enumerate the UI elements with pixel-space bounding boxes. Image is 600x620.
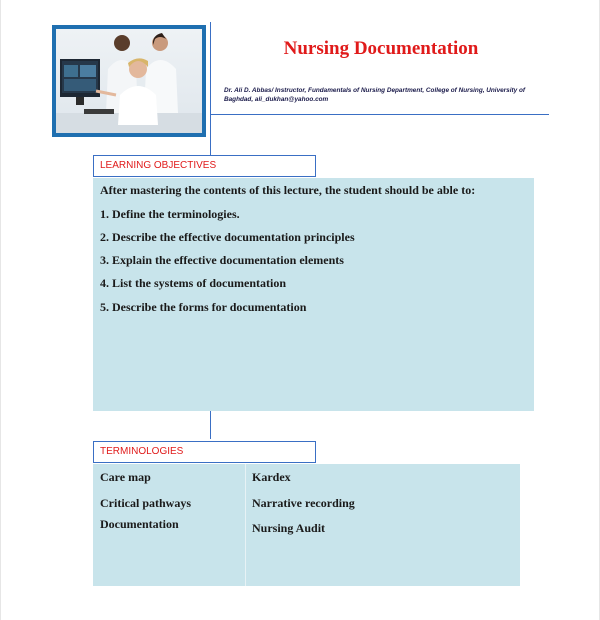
objective-item: 3. Explain the effective documentation elements [100,253,344,267]
objectives-intro: After mastering the contents of this lecture, the student should be able to: [100,183,476,197]
author-line: Dr. Ali D. Abbas/ Instructor, Fundamentals of Nursing Department, College of Nursing, University of [224,87,525,94]
author-line: Baghdad, ali_dukhan@yahoo.com [224,96,329,103]
learning-objectives-label: LEARNING OBJECTIVES [93,155,316,177]
term-item: Kardex [252,470,291,484]
header-horizontal-rule [211,114,549,115]
header-vertical-rule [210,22,211,144]
header-photo [52,25,206,137]
terminologies-column-divider [245,464,246,586]
objective-item: 5. Describe the forms for documentation [100,300,307,314]
term-item: Care map [100,470,151,484]
term-item: Critical pathways [100,496,191,510]
author-info [224,86,534,104]
section-connector [210,411,211,439]
terminologies-label: TERMINOLOGIES [93,441,316,463]
medical-team-illustration [56,29,202,133]
document-title: Nursing Documentation [283,38,479,59]
objective-item: 2. Describe the effective documentation principles [100,230,355,244]
term-item: Narrative recording [252,496,355,510]
section-connector [210,143,211,155]
term-item: Nursing Audit [252,521,326,535]
term-item: Documentation [100,517,179,531]
objective-item: 1. Define the terminologies. [100,207,240,221]
objective-item: 4. List the systems of documentation [100,276,286,290]
